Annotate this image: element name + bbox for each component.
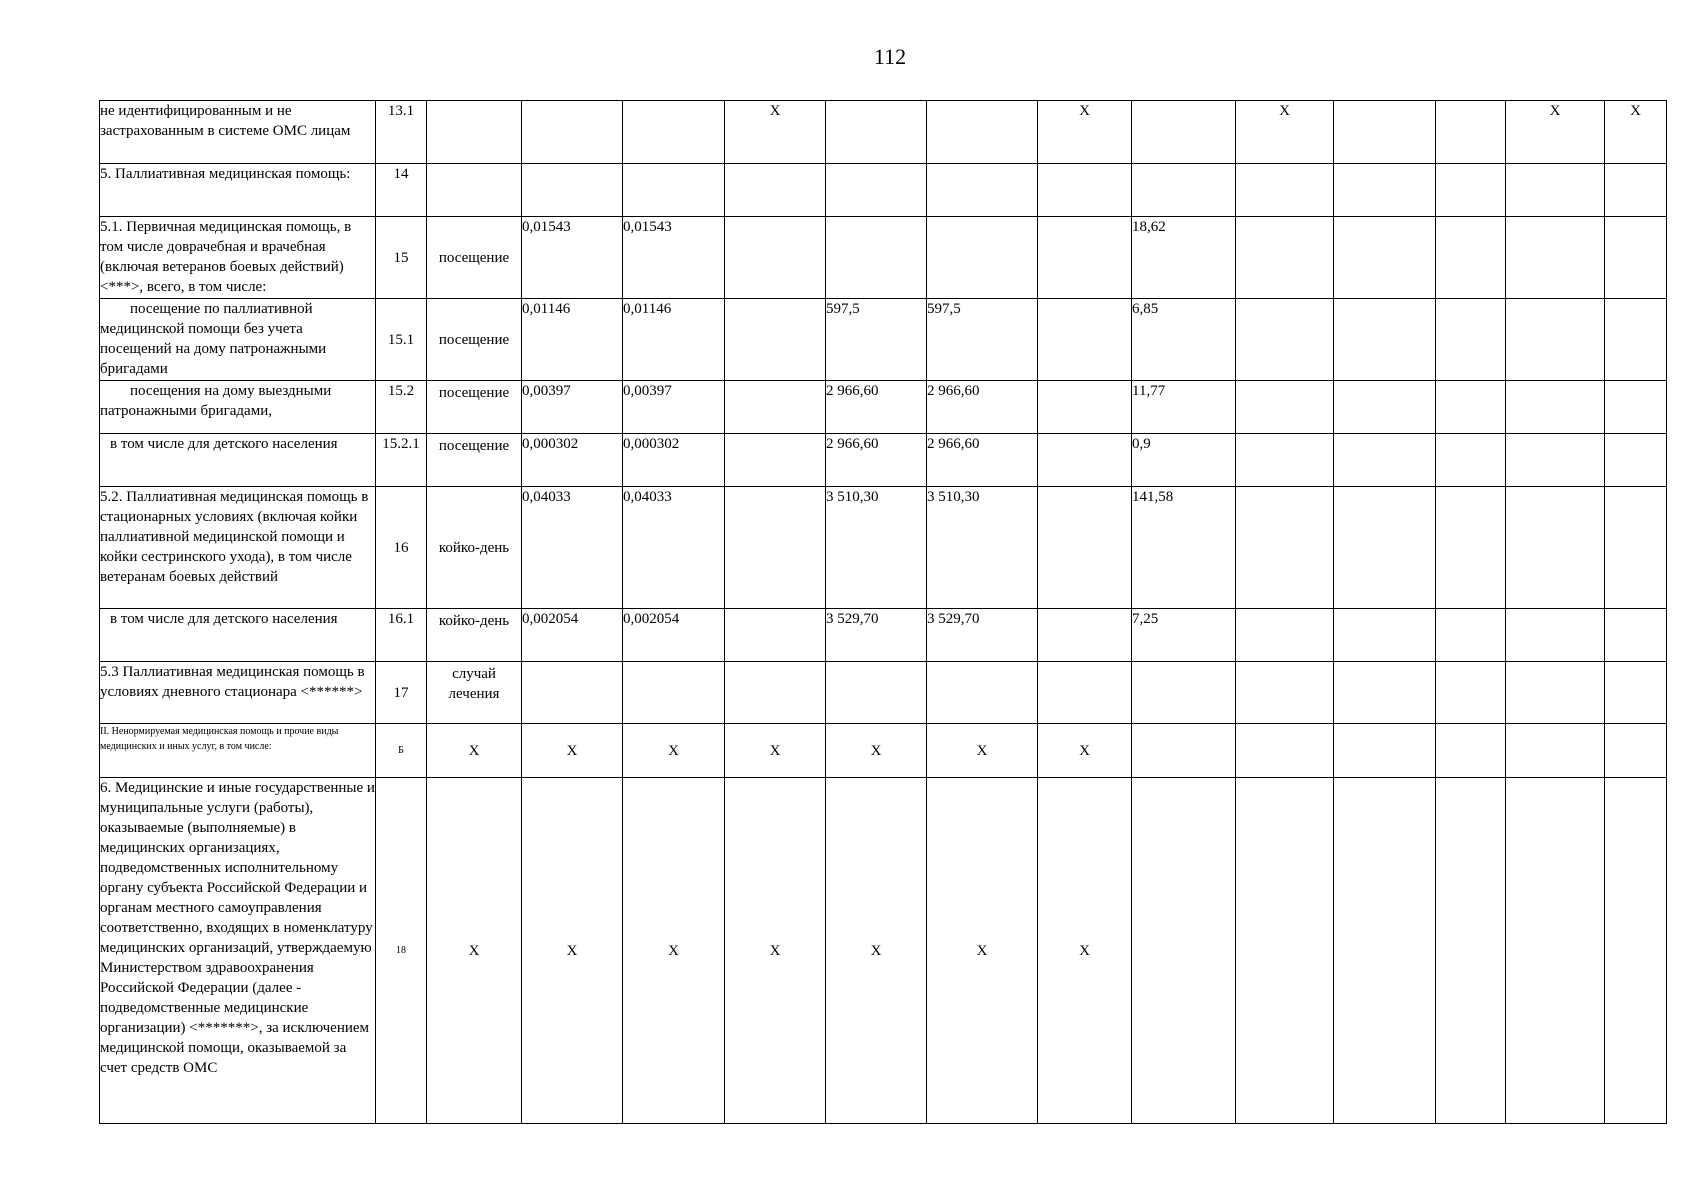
table-row bbox=[100, 101, 1667, 164]
row-number: 14 bbox=[376, 164, 427, 217]
x-mark: X bbox=[1236, 101, 1334, 164]
cell bbox=[1132, 101, 1236, 164]
unit-cell: посещение bbox=[427, 217, 522, 299]
value-cell: 0,04033 bbox=[623, 487, 725, 609]
value-cell: 3 529,70 bbox=[826, 609, 927, 662]
value-cell: 597,5 bbox=[826, 299, 927, 381]
row-name: 6. Медицинские и иные государственные и муниципальные услуги (работы), оказываемые (выполняемые) в медицинских организациях, подведомственных исполнительному органу субъекта Российской Федерации и органам местного самоуправления соответственно, входящих в номенклатуру медицинских организаций, утверждаемую Министерством здравоохранения Российской Федерации (далее - подведомственные медицинские организации) <*******>, за исключением медицинской помощи, оказываемой за счет средств ОМС bbox=[100, 778, 376, 1124]
table-row bbox=[100, 778, 1667, 1124]
row-name: не идентифицированным и не застрахованным в системе ОМС лицам bbox=[100, 101, 376, 164]
x-mark: X bbox=[826, 778, 927, 1124]
x-mark: X bbox=[1038, 101, 1132, 164]
row-number: 16.1 bbox=[376, 609, 427, 662]
x-mark: X bbox=[1038, 778, 1132, 1124]
unit-cell: койко-день bbox=[427, 609, 522, 662]
table-row bbox=[100, 217, 1667, 299]
cell bbox=[427, 101, 522, 164]
value-cell: 0,9 bbox=[1132, 434, 1236, 487]
cell bbox=[927, 101, 1038, 164]
table-row bbox=[100, 434, 1667, 487]
row-name: 5.3 Паллиативная медицинская помощь в условиях дневного стационара <******> bbox=[100, 662, 376, 724]
cell bbox=[1334, 101, 1436, 164]
unit-cell: койко-день bbox=[427, 487, 522, 609]
value-cell: 18,62 bbox=[1132, 217, 1236, 299]
row-name: 5.2. Паллиативная медицинская помощь в стационарных условиях (включая койки паллиативной медицинской помощи и койки сестринского ухода), в том числе ветеранам боевых действий bbox=[100, 487, 376, 609]
page-number: 112 bbox=[873, 44, 907, 69]
x-mark: X bbox=[522, 724, 623, 778]
x-mark: X bbox=[427, 724, 522, 778]
x-mark: X bbox=[1506, 101, 1605, 164]
table-row bbox=[100, 487, 1667, 609]
value-cell: 7,25 bbox=[1132, 609, 1236, 662]
cell bbox=[623, 101, 725, 164]
x-mark: X bbox=[927, 778, 1038, 1124]
table-row bbox=[100, 724, 1667, 778]
row-number: 15.2 bbox=[376, 381, 427, 434]
row-number: Б bbox=[376, 724, 427, 778]
value-cell: 3 510,30 bbox=[826, 487, 927, 609]
x-mark: X bbox=[826, 724, 927, 778]
x-mark: X bbox=[623, 778, 725, 1124]
row-number: 17 bbox=[376, 662, 427, 724]
value-cell: 3 529,70 bbox=[927, 609, 1038, 662]
cell bbox=[522, 101, 623, 164]
value-cell: 2 966,60 bbox=[826, 381, 927, 434]
row-name: в том числе для детского населения bbox=[100, 434, 376, 487]
value-cell: 0,01146 bbox=[522, 299, 623, 381]
x-mark: X bbox=[522, 778, 623, 1124]
value-cell: 597,5 bbox=[927, 299, 1038, 381]
cell bbox=[1436, 101, 1506, 164]
table-row bbox=[100, 609, 1667, 662]
unit-cell: посещение bbox=[427, 299, 522, 381]
value-cell: 0,04033 bbox=[522, 487, 623, 609]
cell bbox=[826, 101, 927, 164]
table-row bbox=[100, 662, 1667, 724]
table-row bbox=[100, 381, 1667, 434]
value-cell: 11,77 bbox=[1132, 381, 1236, 434]
row-number: 15 bbox=[376, 217, 427, 299]
x-mark: X bbox=[725, 778, 826, 1124]
value-cell: 3 510,30 bbox=[927, 487, 1038, 609]
unit-cell: случай лечения bbox=[427, 662, 522, 724]
program-table bbox=[99, 100, 1667, 1124]
value-cell: 0,01543 bbox=[522, 217, 623, 299]
value-cell: 0,000302 bbox=[522, 434, 623, 487]
value-cell: 141,58 bbox=[1132, 487, 1236, 609]
x-mark: X bbox=[927, 724, 1038, 778]
value-cell: 6,85 bbox=[1132, 299, 1236, 381]
unit-cell: посещение bbox=[427, 381, 522, 434]
row-number: 15.1 bbox=[376, 299, 427, 381]
row-number: 16 bbox=[376, 487, 427, 609]
row-name: 5. Паллиативная медицинская помощь: bbox=[100, 164, 376, 217]
value-cell: 2 966,60 bbox=[927, 434, 1038, 487]
row-number: 18 bbox=[376, 778, 427, 1124]
unit-cell: посещение bbox=[427, 434, 522, 487]
value-cell: 0,002054 bbox=[522, 609, 623, 662]
value-cell: 2 966,60 bbox=[927, 381, 1038, 434]
x-mark: X bbox=[725, 724, 826, 778]
value-cell: 0,01543 bbox=[623, 217, 725, 299]
x-mark: X bbox=[623, 724, 725, 778]
x-mark: X bbox=[725, 101, 826, 164]
row-number: 15.2.1 bbox=[376, 434, 427, 487]
table-row bbox=[100, 299, 1667, 381]
x-mark: X bbox=[427, 778, 522, 1124]
row-number: 13.1 bbox=[376, 101, 427, 164]
row-name: II. Ненормируемая медицинская помощь и прочие виды медицинских и иных услуг, в том числе: bbox=[100, 724, 376, 778]
row-name: посещения на дому выездными патронажными бригадами, bbox=[100, 381, 376, 434]
table-row bbox=[100, 164, 1667, 217]
row-name: 5.1. Первичная медицинская помощь, в том числе доврачебная и врачебная (включая ветеранов боевых действий) <***>, всего, в том числе: bbox=[100, 217, 376, 299]
value-cell: 0,00397 bbox=[623, 381, 725, 434]
value-cell: 0,002054 bbox=[623, 609, 725, 662]
x-mark: X bbox=[1605, 101, 1667, 164]
value-cell: 2 966,60 bbox=[826, 434, 927, 487]
value-cell: 0,01146 bbox=[623, 299, 725, 381]
x-mark: X bbox=[1038, 724, 1132, 778]
row-name: посещение по паллиативной медицинской помощи без учета посещений на дому патронажными бригадами bbox=[100, 299, 376, 381]
value-cell: 0,000302 bbox=[623, 434, 725, 487]
row-name: в том числе для детского населения bbox=[100, 609, 376, 662]
value-cell: 0,00397 bbox=[522, 381, 623, 434]
